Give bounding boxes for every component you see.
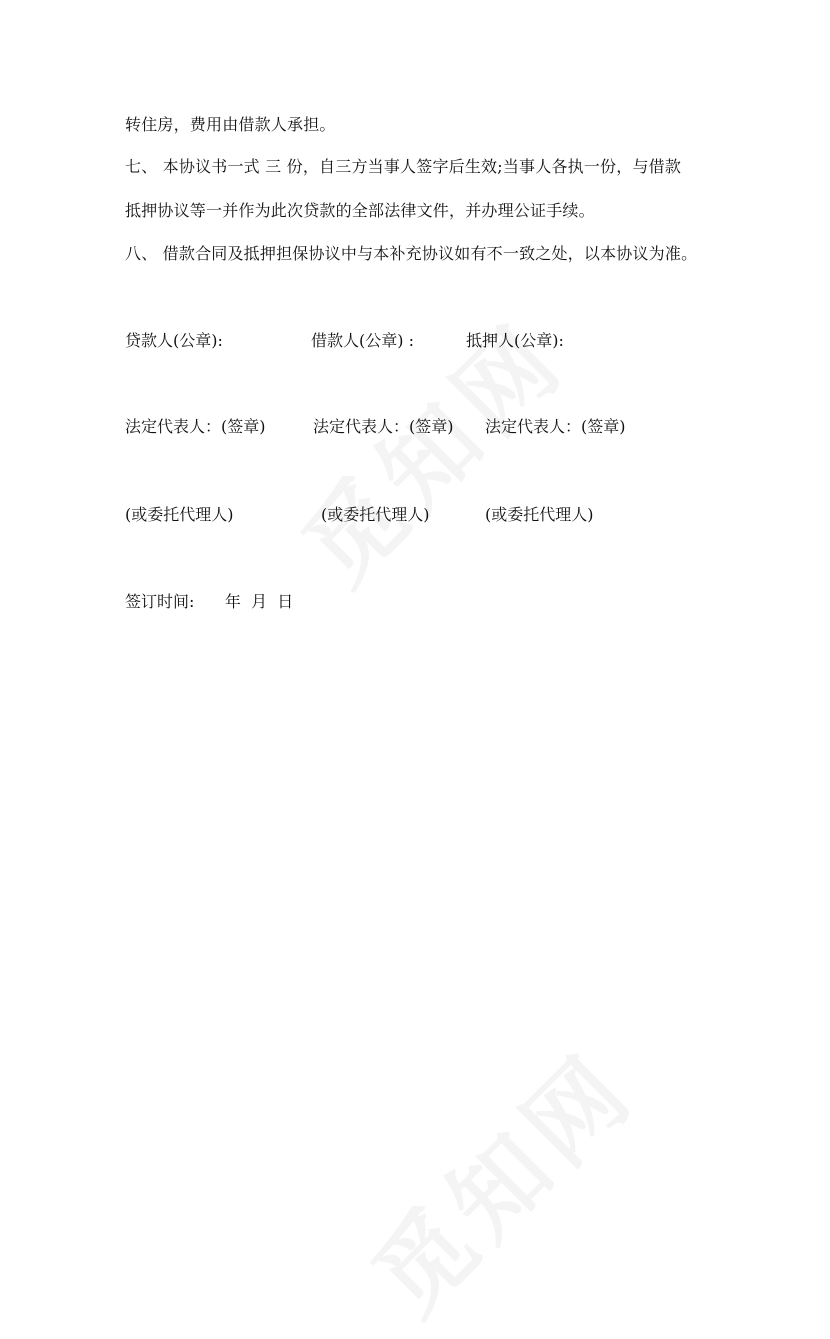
signing-date: 签订时间: 年 月 日 bbox=[125, 592, 294, 611]
lender-agent-label: (或委托代理人) bbox=[125, 505, 234, 524]
borrower-seal-label: 借款人(公章) : bbox=[311, 331, 414, 350]
paragraph-text: 转住房，费用由借款人承担。 bbox=[125, 115, 336, 134]
mortgagor-agent-label: (或委托代理人) bbox=[485, 505, 594, 524]
lender-seal-label: 贷款人(公章): bbox=[125, 331, 223, 350]
clause-eight: 八、 借款合同及抵押担保协议中与本补充协议如有不一致之处，以本协议为准。 bbox=[125, 244, 698, 263]
lender-representative-label: 法定代表人：(签章) bbox=[125, 417, 266, 436]
borrower-agent-label: (或委托代理人) bbox=[321, 505, 430, 524]
watermark bbox=[338, 1018, 660, 1339]
clause-seven-continued: 抵押协议等一并作为此次贷款的全部法律文件，并办理公证手续。 bbox=[125, 201, 595, 220]
clause-seven: 七、 本协议书一式 三 份，自三方当事人签字后生效;当事人各执一份，与借款 bbox=[125, 157, 682, 176]
mortgagor-representative-label: 法定代表人：(签章) bbox=[485, 417, 626, 436]
mortgagor-seal-label: 抵押人(公章): bbox=[466, 331, 564, 350]
borrower-representative-label: 法定代表人：(签章) bbox=[313, 417, 454, 436]
